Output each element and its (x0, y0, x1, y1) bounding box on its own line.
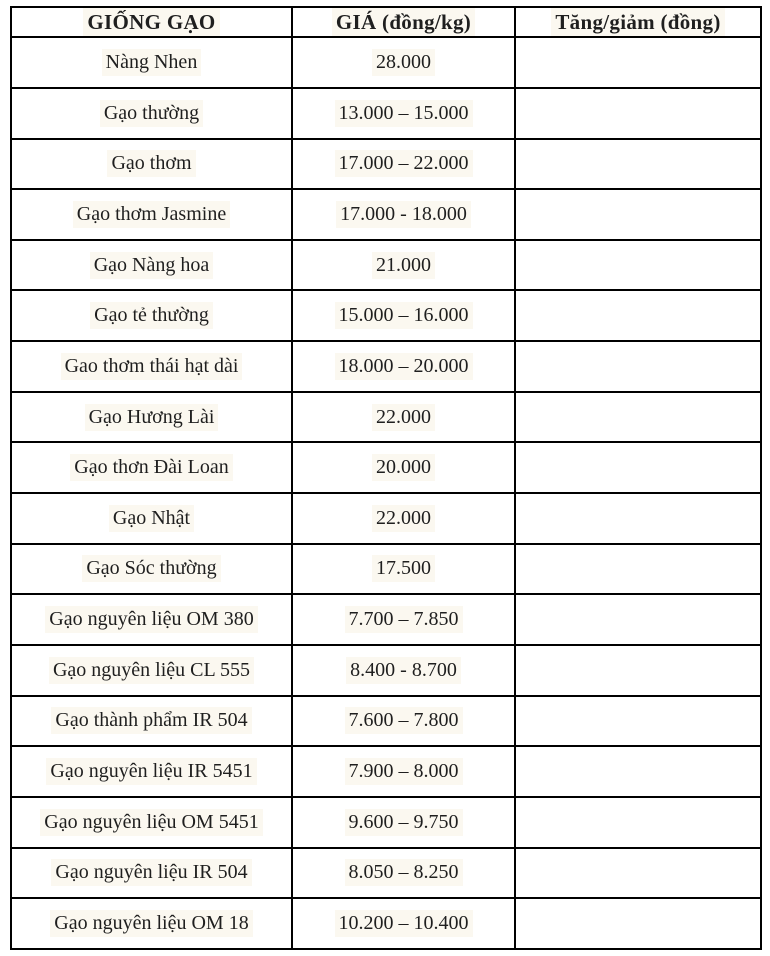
cell-text: 22.000 (372, 505, 435, 532)
price-cell (292, 392, 515, 443)
variety-cell (11, 139, 292, 190)
column-header-change (515, 7, 761, 37)
price-cell (292, 544, 515, 595)
cell-text: Gạo nguyên liệu OM 380 (45, 606, 257, 633)
cell-text: 8.400 - 8.700 (346, 657, 461, 684)
variety-cell (11, 848, 292, 899)
change-cell (515, 189, 761, 240)
price-cell (292, 797, 515, 848)
column-header-price-label: GIÁ (đồng/kg) (332, 8, 475, 36)
cell-text: 22.000 (372, 404, 435, 431)
change-cell (515, 848, 761, 899)
price-cell (292, 848, 515, 899)
variety-cell (11, 392, 292, 443)
table-row (11, 696, 761, 747)
price-cell (292, 139, 515, 190)
table-row (11, 442, 761, 493)
cell-text: Gạo tẻ thường (90, 302, 213, 329)
cell-text: 28.000 (372, 49, 435, 76)
price-cell (292, 696, 515, 747)
price-cell (292, 442, 515, 493)
variety-cell (11, 37, 292, 88)
cell-text: 10.200 – 10.400 (335, 910, 473, 937)
change-cell (515, 392, 761, 443)
variety-cell (11, 341, 292, 392)
variety-cell (11, 442, 292, 493)
variety-cell (11, 290, 292, 341)
cell-text: Gạo thường (100, 100, 203, 127)
change-cell (515, 88, 761, 139)
change-cell (515, 898, 761, 949)
change-cell (515, 645, 761, 696)
change-cell (515, 797, 761, 848)
column-header-price (292, 7, 515, 37)
price-cell (292, 341, 515, 392)
table-row (11, 240, 761, 291)
table-row (11, 848, 761, 899)
cell-text: Nàng Nhen (102, 49, 202, 76)
price-cell (292, 240, 515, 291)
cell-text: Gạo thơm Jasmine (73, 201, 230, 228)
variety-cell (11, 594, 292, 645)
change-cell (515, 240, 761, 291)
table-row (11, 341, 761, 392)
column-header-variety (11, 7, 292, 37)
cell-text: 17.000 – 22.000 (335, 150, 473, 177)
variety-cell (11, 645, 292, 696)
change-cell (515, 544, 761, 595)
change-cell (515, 594, 761, 645)
cell-text: Gạo nguyên liệu OM 18 (50, 910, 252, 937)
change-cell (515, 341, 761, 392)
price-cell (292, 594, 515, 645)
price-cell (292, 189, 515, 240)
table-row (11, 290, 761, 341)
cell-text: 17.500 (372, 555, 435, 582)
table-row (11, 898, 761, 949)
table-row (11, 594, 761, 645)
cell-text: 7.600 – 7.800 (345, 707, 463, 734)
cell-text: 13.000 – 15.000 (335, 100, 473, 127)
variety-cell (11, 544, 292, 595)
change-cell (515, 442, 761, 493)
change-cell (515, 37, 761, 88)
column-header-variety-label: GIỐNG GẠO (83, 8, 219, 36)
cell-text: 9.600 – 9.750 (345, 809, 463, 836)
variety-cell (11, 696, 292, 747)
variety-cell (11, 189, 292, 240)
price-cell (292, 88, 515, 139)
change-cell (515, 139, 761, 190)
cell-text: 7.700 – 7.850 (345, 606, 463, 633)
cell-text: Gạo nguyên liệu IR 504 (51, 859, 251, 886)
cell-text: 20.000 (372, 454, 435, 481)
table-row (11, 645, 761, 696)
cell-text: 15.000 – 16.000 (335, 302, 473, 329)
cell-text: Gạo Hương Lài (85, 404, 219, 431)
table-body (11, 37, 761, 949)
table-row (11, 88, 761, 139)
price-cell (292, 37, 515, 88)
cell-text: Gạo Nàng hoa (90, 252, 214, 279)
change-cell (515, 696, 761, 747)
cell-text: Gạo thành phẩm IR 504 (51, 707, 251, 734)
cell-text: 21.000 (372, 252, 435, 279)
cell-text: Gạo nguyên liệu OM 5451 (40, 809, 262, 836)
variety-cell (11, 88, 292, 139)
change-cell (515, 290, 761, 341)
cell-text: 17.000 - 18.000 (336, 201, 471, 228)
table-row (11, 544, 761, 595)
rice-price-table (10, 6, 762, 950)
table-row (11, 746, 761, 797)
price-cell (292, 746, 515, 797)
cell-text: Gạo thơm (107, 150, 195, 177)
table-row (11, 797, 761, 848)
table-row (11, 392, 761, 443)
cell-text: Gao thơm thái hạt dài (61, 353, 243, 380)
variety-cell (11, 240, 292, 291)
table-row (11, 139, 761, 190)
cell-text: 8.050 – 8.250 (345, 859, 463, 886)
table-row (11, 37, 761, 88)
price-cell (292, 645, 515, 696)
change-cell (515, 493, 761, 544)
change-cell (515, 746, 761, 797)
column-header-change-label: Tăng/giảm (đồng) (551, 8, 724, 36)
price-cell (292, 493, 515, 544)
variety-cell (11, 797, 292, 848)
header-row (11, 7, 761, 37)
variety-cell (11, 746, 292, 797)
table-row (11, 189, 761, 240)
price-cell (292, 290, 515, 341)
cell-text: 7.900 – 8.000 (345, 758, 463, 785)
variety-cell (11, 898, 292, 949)
cell-text: Gạo nguyên liệu IR 5451 (46, 758, 256, 785)
cell-text: Gạo nguyên liệu CL 555 (49, 657, 254, 684)
cell-text: Gạo thơn Đài Loan (70, 454, 232, 481)
cell-text: Gạo Nhật (109, 505, 194, 532)
variety-cell (11, 493, 292, 544)
cell-text: 18.000 – 20.000 (335, 353, 473, 380)
table-row (11, 493, 761, 544)
cell-text: Gạo Sóc thường (82, 555, 220, 582)
price-cell (292, 898, 515, 949)
